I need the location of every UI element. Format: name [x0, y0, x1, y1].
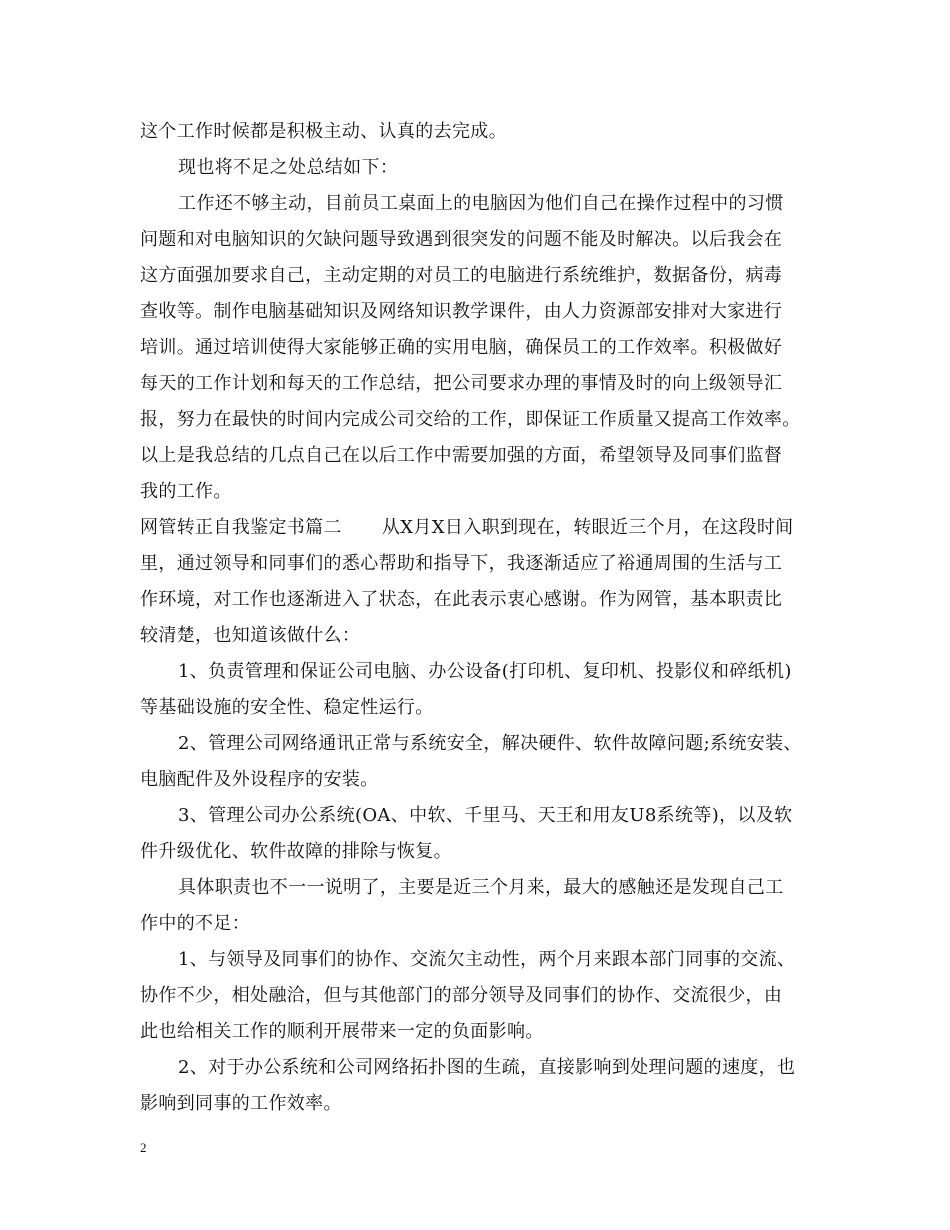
text-line: 这个工作时候都是积极主动、认真的去完成。 [140, 121, 507, 142]
list-item-line: 2、对于办公系统和公司网络拓扑图的生疏，直接影响到处理问题的速度，也 [178, 1057, 796, 1078]
text-line: 影响到同事的工作效率。 [140, 1093, 342, 1114]
text-line: 作环境，对工作也逐渐进入了状态，在此表示衷心感谢。作为网管，基本职责比 [140, 589, 783, 610]
text-line: 工作还不够主动，目前员工桌面上的电脑因为他们自己在操作过程中的习惯 [178, 193, 784, 214]
text-line: 查收等。制作电脑基础知识及网络知识教学课件，由人力资源部安排对大家进行 [140, 301, 783, 322]
text-line: 培训。通过培训使得大家能够正确的实用电脑，确保员工的工作效率。积极做好 [140, 337, 783, 358]
text-line: 问题和对电脑知识的欠缺问题导致遇到很突发的问题不能及时解决。以后我会在 [140, 229, 783, 250]
text-line: 每天的工作计划和每天的工作总结，把公司要求办理的事情及时的向上级领导汇 [140, 373, 783, 394]
text-line: 电脑配件及外设程序的安装。 [140, 769, 379, 790]
text-line: 等基础设施的安全性、稳定性运行。 [140, 697, 434, 718]
list-item-line: 1、与领导及同事们的协作、交流欠主动性，两个月来跟本部门同事的交流、 [178, 949, 796, 970]
section-intro-text: 从X月X日入职到现在，转眼近三个月，在这段时间 [381, 517, 794, 538]
section-heading-line [140, 516, 794, 540]
text-line: 现也将不足之处总结如下： [178, 157, 399, 178]
text-line: 此也给相关工作的顺利开展带来一定的负面影响。 [140, 1021, 544, 1042]
text-line: 件升级优化、软件故障的排除与恢复。 [140, 841, 452, 862]
page-number: 2 [140, 1140, 147, 1155]
text-line: 报，努力在最快的时间内完成公司交给的工作，即保证工作质量又提高工作效率。 [140, 409, 801, 430]
text-line: 以上是我总结的几点自己在以后工作中需要加强的方面，希望领导及同事们监督 [140, 445, 783, 466]
text-line: 协作不少，相处融洽，但与其他部门的部分领导及同事们的协作、交流很少，由 [140, 985, 783, 1006]
section-heading: 网管转正自我鉴定书篇二 [140, 517, 342, 538]
text-line: 这方面强加要求自己，主动定期的对员工的电脑进行系统维护，数据备份，病毒 [140, 265, 783, 286]
list-item-line: 2、管理公司网络通讯正常与系统安全，解决硬件、软件故障问题;系统安装、 [178, 733, 802, 754]
text-line: 较清楚，也知道该做什么： [140, 625, 361, 646]
text-line: 具体职责也不一一说明了，主要是近三个月来，最大的感触还是发现自己工 [178, 877, 784, 898]
text-line: 我的工作。 [140, 481, 232, 502]
list-item-line: 1、负责管理和保证公司电脑、办公设备(打印机、复印机、投影仪和碎纸机) [178, 661, 792, 682]
text-line: 里，通过领导和同事们的悉心帮助和指导下，我逐渐适应了裕通周围的生活与工 [140, 553, 783, 574]
text-line: 作中的不足： [140, 913, 251, 934]
list-item-line: 3、管理公司办公系统(OA、中软、千里马、天王和用友U8系统等)，以及软 [178, 805, 793, 826]
